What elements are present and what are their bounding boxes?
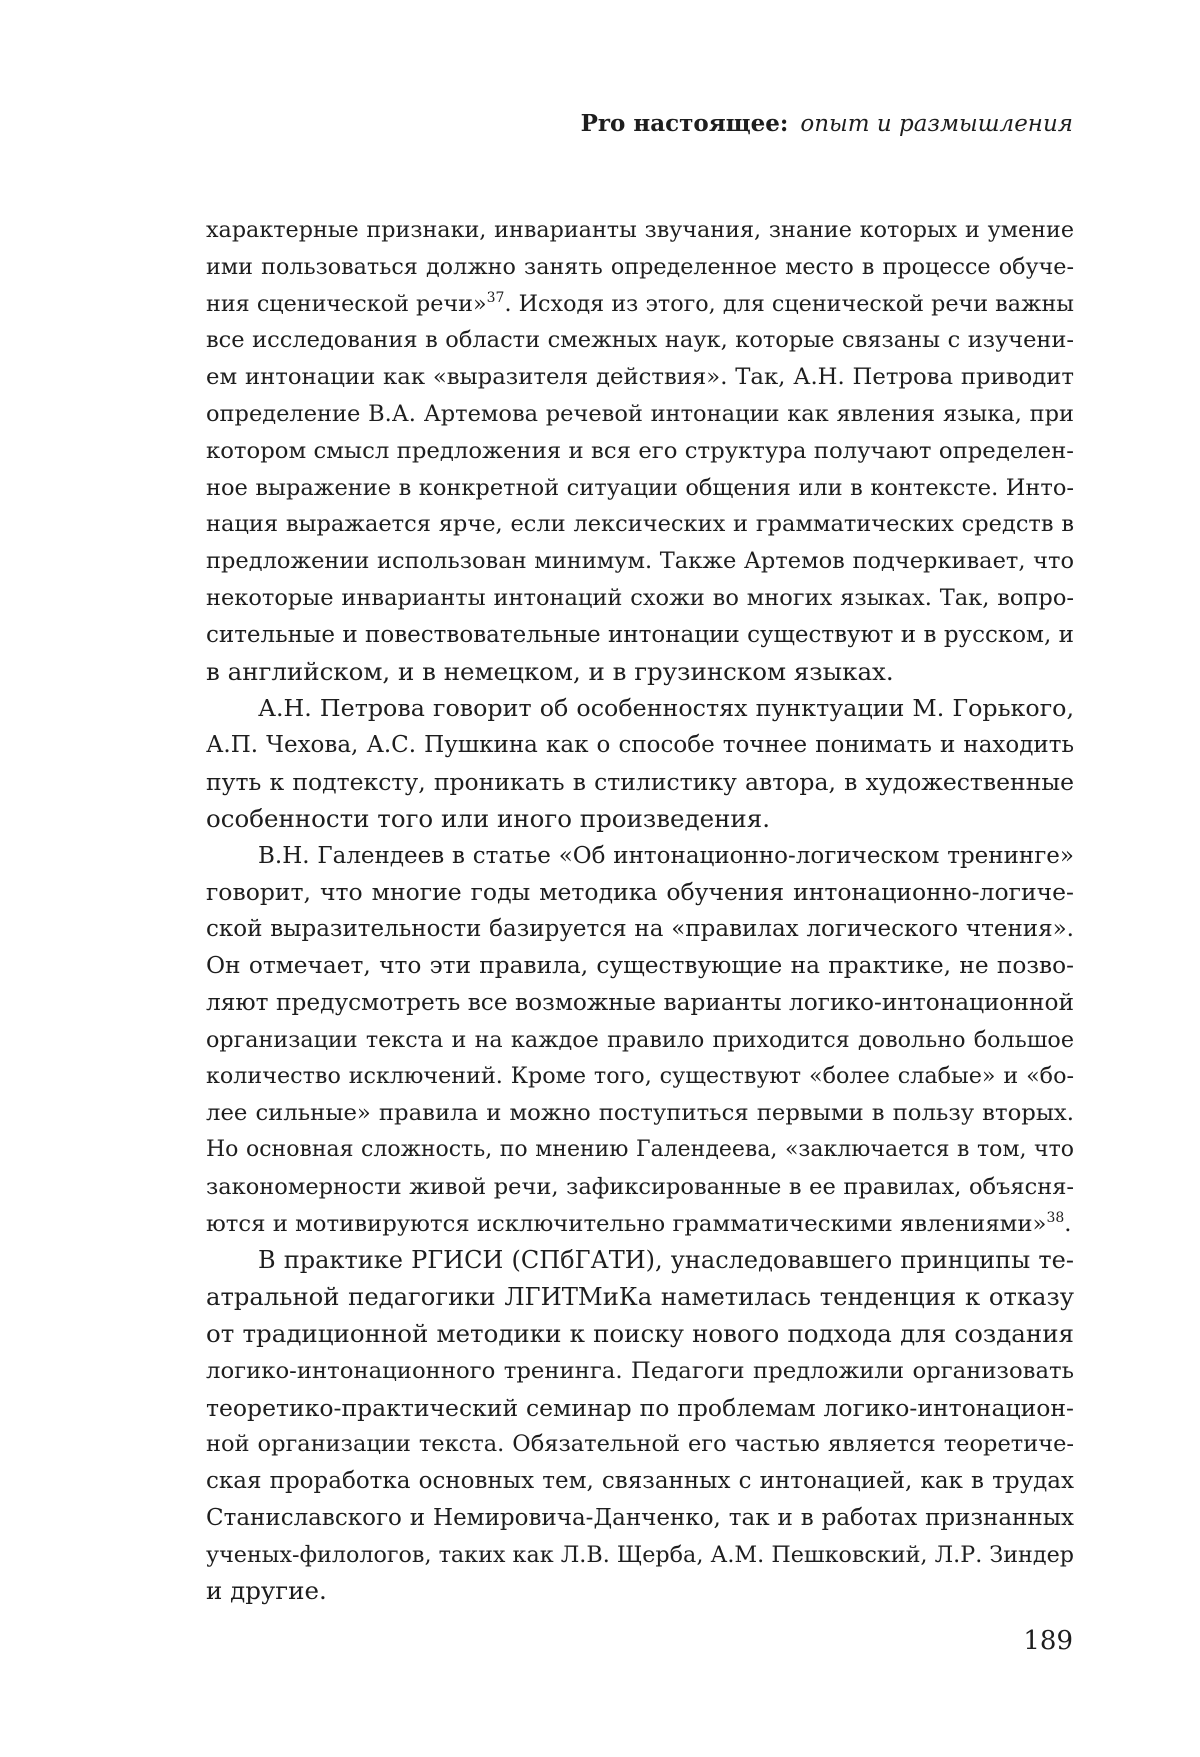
text-line: характерные признаки, инварианты звучания, знание которых и умение xyxy=(206,212,1074,249)
text-line: ются и мотивируются исключительно грамматическими явлениями»38. xyxy=(206,1206,1074,1243)
text-line: некоторые инварианты интонаций схожи во многих языках. Так, вопро- xyxy=(206,580,1074,617)
text-line: закономерности живой речи, зафиксированные в ее правилах, объясня- xyxy=(206,1169,1074,1206)
text-line: лее сильные» правила и можно поступиться первыми в пользу вторых. xyxy=(206,1095,1074,1132)
text-line: ной организации текста. Обязательной его частью является теоретиче- xyxy=(206,1426,1074,1463)
text-line: атральной педагогики ЛГИТМиКа наметилась тенденция к отказу xyxy=(206,1279,1074,1316)
text-line: организации текста и на каждое правило приходится довольно большое xyxy=(206,1022,1074,1059)
text-line: и другие. xyxy=(206,1573,1074,1610)
text-line: Он отмечает, что эти правила, существующие на практике, не позво- xyxy=(206,948,1074,985)
text-line: количество исключений. Кроме того, существуют «более слабые» и «бо- xyxy=(206,1058,1074,1095)
page-number: 189 xyxy=(1023,1625,1073,1657)
footnote-ref-37[interactable]: 37 xyxy=(487,290,505,306)
text-line: А.П. Чехова, А.С. Пушкина как о способе точнее понимать и находить xyxy=(206,727,1074,764)
text-line: ния сценической речи»37. Исходя из этого, для сценической речи важны xyxy=(206,286,1074,323)
running-head-title: Pro настоящее: xyxy=(581,110,789,137)
text-line: В практике РГИСИ (СПбГАТИ), унаследовавшего принципы те- xyxy=(206,1242,1074,1279)
text-line: определение В.А. Артемова речевой интонации как явления языка, при xyxy=(206,396,1074,433)
text-line: Но основная сложность, по мнению Галендеева, «заключается в том, что xyxy=(206,1132,1074,1169)
text-line: ное выражение в конкретной ситуации общения или в контексте. Инто- xyxy=(206,470,1074,507)
text-line: от традиционной методики к поиску нового подхода для создания xyxy=(206,1316,1074,1353)
text-line: ем интонации как «выразителя действия». Так, А.Н. Петрова приводит xyxy=(206,359,1074,396)
text-line: ская проработка основных тем, связанных с интонацией, как в трудах xyxy=(206,1463,1074,1500)
text-line: особенности того или иного произведения. xyxy=(206,801,1074,838)
footnote-ref-38[interactable]: 38 xyxy=(1046,1210,1064,1226)
text-line: ими пользоваться должно занять определенное место в процессе обуче- xyxy=(206,249,1074,286)
text-line: в английском, и в немецком, и в грузинском языках. xyxy=(206,654,1074,691)
text-line: ученых-филологов, таких как Л.В. Щерба, А.М. Пешковский, Л.Р. Зиндер xyxy=(206,1537,1074,1574)
text-line: путь к подтексту, проникать в стилистику автора, в художественные xyxy=(206,764,1074,801)
text-line: ляют предусмотреть все возможные варианты логико-интонационной xyxy=(206,985,1074,1022)
text-line: все исследования в области смежных наук, которые связаны с изучени- xyxy=(206,322,1074,359)
text-line: сительные и повествовательные интонации существуют и в русском, и xyxy=(206,617,1074,654)
running-head-subtitle: опыт и размышления xyxy=(800,111,1073,137)
text-line: предложении использован минимум. Также Артемов подчеркивает, что xyxy=(206,543,1074,580)
body-text xyxy=(206,212,1074,1610)
text-line: теоретико-практический семинар по проблемам логико-интонацион- xyxy=(206,1390,1074,1427)
text-line: А.Н. Петрова говорит об особенностях пунктуации М. Горького, xyxy=(206,690,1074,727)
text-line: Станиславского и Немировича-Данченко, так и в работах признанных xyxy=(206,1500,1074,1537)
text-line: говорит, что многие годы методика обучения интонационно-логиче- xyxy=(206,874,1074,911)
text-line: котором смысл предложения и вся его структура получают определен- xyxy=(206,433,1074,470)
text-line: нация выражается ярче, если лексических и грамматических средств в xyxy=(206,506,1074,543)
running-head xyxy=(581,108,1073,140)
text-line: В.Н. Галендеев в статье «Об интонационно-логическом тренинге» xyxy=(206,838,1074,875)
text-line: ской выразительности базируется на «правилах логического чтения». xyxy=(206,911,1074,948)
text-line: логико-интонационного тренинга. Педагоги предложили организовать xyxy=(206,1353,1074,1390)
